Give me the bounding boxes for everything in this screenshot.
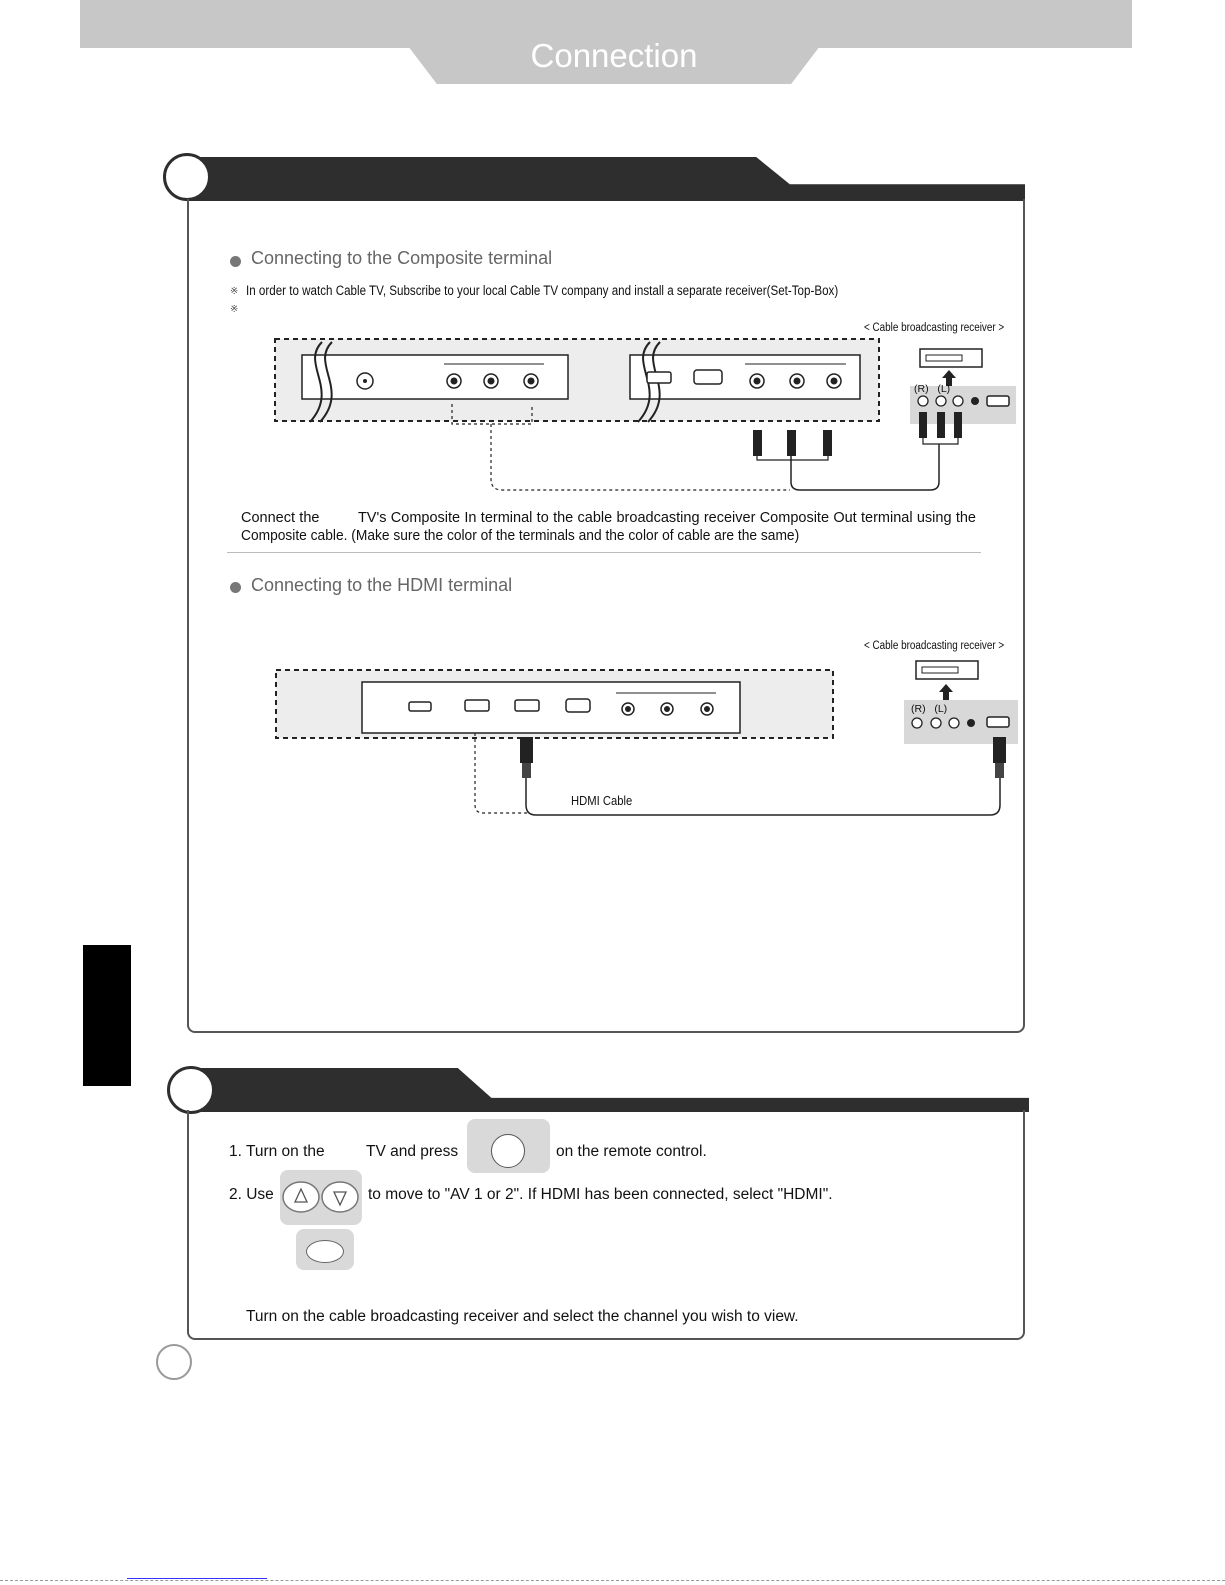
composite-heading: Connecting to the Composite terminal: [251, 248, 553, 268]
composite-diagram: [270, 334, 1030, 498]
up-down-arrows-icon: [282, 1180, 360, 1214]
receiver-label: < Cable broadcasting receiver >: [864, 322, 1005, 334]
divider: [227, 552, 981, 553]
step1-text-b: TV and press: [366, 1143, 459, 1160]
bullet-icon: [230, 256, 241, 267]
section1-circle: [163, 153, 211, 201]
hdmi-cable-label: HDMI Cable: [571, 794, 633, 808]
step1-text-a: 1. Turn on the: [229, 1143, 325, 1160]
composite-desc-1: Connect the TV's Composite In terminal to the cable broadcasting receiver Composite Out terminal using the: [241, 510, 976, 526]
composite-desc-2: Composite cable. (Make sure the color of the terminals and the color of cable are the same): [241, 528, 800, 544]
hdmi-diagram: [270, 655, 1030, 825]
composite-note: In order to watch Cable TV, Subscribe to your local Cable TV company and install a separate receiver(Set-Top-Box): [246, 283, 839, 298]
receiver-label: < Cable broadcasting receiver >: [864, 640, 1005, 652]
rl-labels: (R) (L): [914, 383, 951, 395]
page-number-circle: [156, 1344, 192, 1380]
note-icon: ※: [230, 286, 239, 297]
bullet-icon: [230, 582, 241, 593]
section1-bar: [185, 157, 1025, 201]
step1-text-c: on the remote control.: [556, 1143, 707, 1160]
source-button-icon: [491, 1134, 525, 1168]
final-step: Turn on the cable broadcasting receiver and select the channel you wish to view.: [246, 1308, 799, 1325]
ok-button-icon: [306, 1240, 344, 1263]
section2-circle: [167, 1066, 215, 1114]
page-title: Connection: [530, 37, 698, 74]
note-icon: ※: [230, 304, 239, 315]
rl-labels: (R) (L): [911, 703, 948, 715]
side-tab: [83, 945, 131, 1086]
hdmi-heading: Connecting to the HDMI terminal: [251, 575, 513, 595]
step2-text-b: to move to "AV 1 or 2". If HDMI has been connected, select "HDMI".: [368, 1186, 833, 1203]
footer-line: [0, 1580, 1225, 1581]
section2-bar: [189, 1068, 1029, 1112]
footer-link-line: [127, 1578, 267, 1579]
step2-text-a: 2. Use: [229, 1186, 274, 1203]
